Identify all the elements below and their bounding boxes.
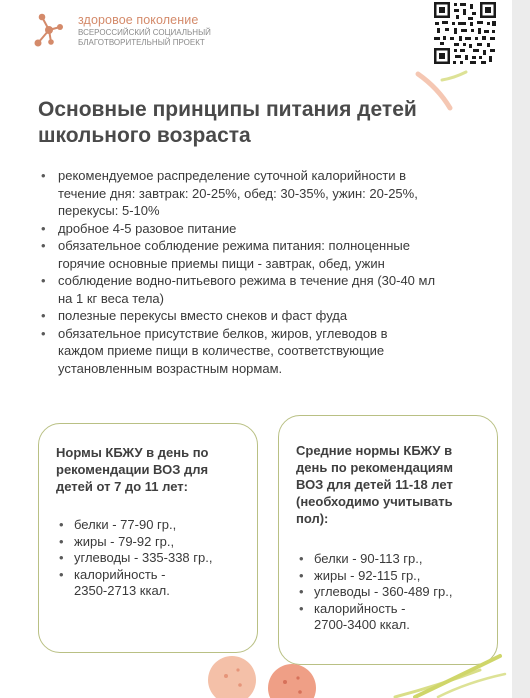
list-item: • полезные перекусы вместо снеков и фаст фуда	[38, 307, 498, 325]
list-item: • рекомендуемое распределение суточной калорийности в течение дня: завтрак: 20-25%, обед: 30-35%, ужин: 20-25%, перекусы: 5-10%	[38, 167, 498, 220]
logo-name: здоровое поколение	[78, 13, 199, 27]
card-title: Нормы КБЖУ в день по рекомендации ВОЗ для детей от 7 до 11 лет:	[56, 445, 209, 494]
logo-subtitle-line2: БЛАГОТВОРИТЕЛЬНЫЙ ПРОЕКТ	[78, 38, 205, 47]
list-item: • обязательное присутствие белков, жиров, углеводов в каждом приеме пищи в количестве, соответствующие установленным возрастным нормам.	[38, 325, 498, 378]
logo	[34, 12, 211, 50]
card-title: Средние нормы КБЖУ в день по рекомендациям ВОЗ для детей 11-18 лет (необходимо учитывать пол):	[296, 443, 453, 526]
norms-card-7-11	[38, 423, 258, 653]
list-item: • углеводы - 360-489 гр.,	[296, 584, 496, 601]
page-edge	[512, 0, 530, 698]
page-title-line1: Основные принципы питания детей	[38, 98, 417, 121]
list-item: • обязательное соблюдение режима питания: полноценные горячие основные приемы пищи - завтрак, обед, ужин	[38, 237, 498, 272]
norms-card-11-18	[278, 415, 498, 665]
list-item: • белки - 77-90 гр.,	[56, 517, 256, 534]
qr-code-icon	[432, 0, 498, 66]
list-item: • дробное 4-5 разовое питание	[38, 220, 498, 238]
list-item: • жиры - 92-115 гр.,	[296, 568, 496, 585]
list-item: • соблюдение водно-питьевого режима в течение дня (30-40 мл на 1 кг веса тела)	[38, 272, 498, 307]
decorative-fruit-illustration	[0, 640, 512, 698]
list-item: • жиры - 79-92 гр.,	[56, 534, 256, 551]
page-title	[38, 97, 458, 149]
card-norms-list	[296, 551, 496, 634]
card-norms-list	[56, 517, 256, 600]
network-logo-icon	[34, 12, 64, 50]
page-title-line2: школьного возраста	[38, 124, 251, 147]
list-item: • калорийность - 2700-3400 ккал.	[296, 601, 496, 634]
principles-list	[38, 167, 498, 377]
list-item: • углеводы - 335-338 гр.,	[56, 550, 256, 567]
logo-subtitle-line1: ВСЕРОССИЙСКИЙ СОЦИАЛЬНЫЙ	[78, 28, 211, 37]
list-item: • белки - 90-113 гр.,	[296, 551, 496, 568]
list-item: • калорийность - 2350-2713 ккал.	[56, 567, 256, 600]
